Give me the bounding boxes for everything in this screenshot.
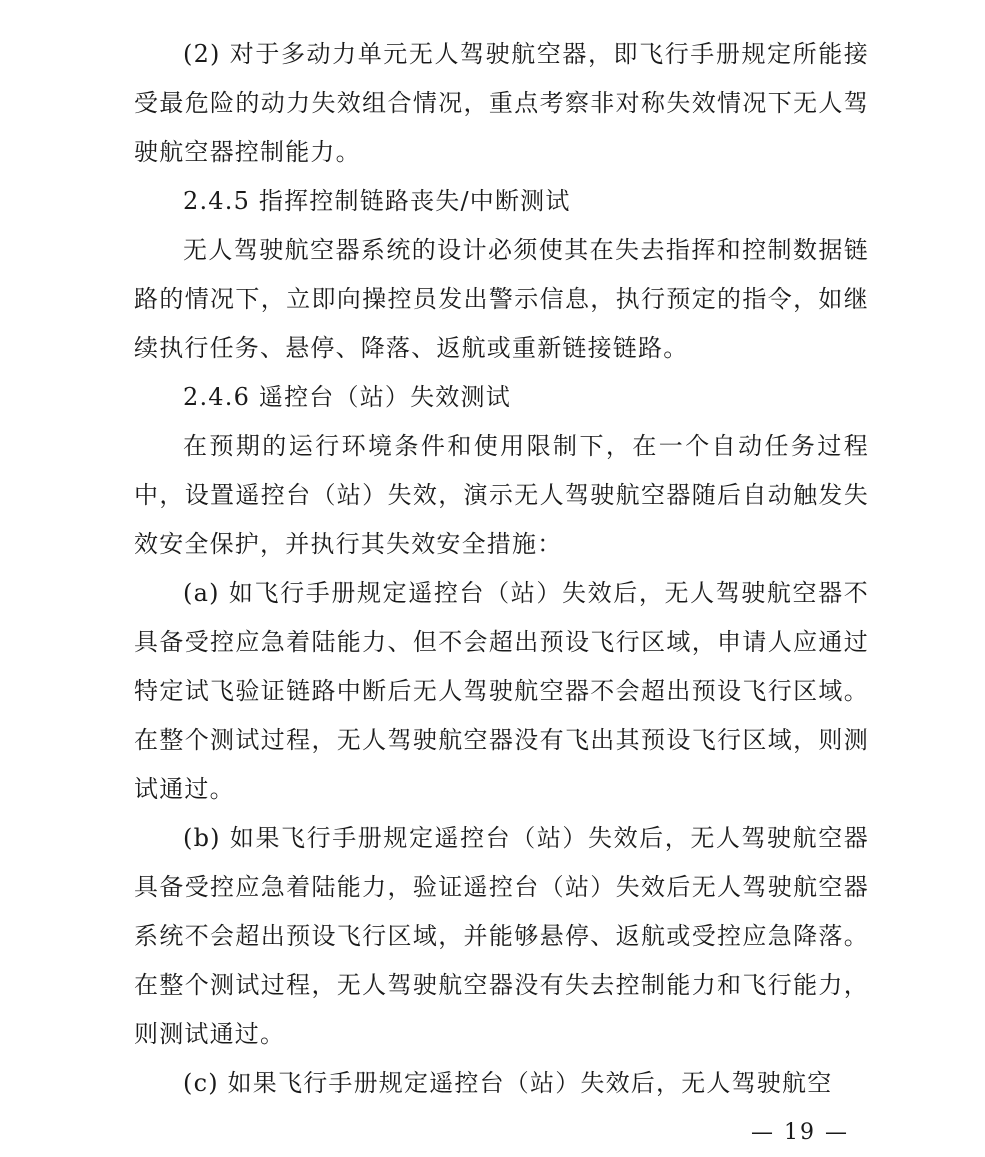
paragraph-link-loss: 无人驾驶航空器系统的设计必须使其在失去指挥和控制数据链路的情况下，立即向操控员发出警示信息，执行预定的指令，如继续执行任务、悬停、降落、返航或重新链接链路。 [134,236,869,362]
section-heading-2-4-6: 2.4.6 遥控台（站）失效测试 [183,383,511,411]
paragraph-multi-power-unit: (2) 对于多动力单元无人驾驶航空器，即飞行手册规定所能接受最危险的动力失效组合情况，重点考察非对称失效情况下无人驾驶航空器控制能力。 [134,40,869,166]
paragraph-station-failure-intro: 在预期的运行环境条件和使用限制下，在一个自动任务过程中，设置遥控台（站）失效，演示无人驾驶航空器随后自动触发失效安全保护，并执行其失效安全措施： [134,432,869,558]
paragraph-item-c: (c) 如果飞行手册规定遥控台（站）失效后，无人驾驶航空 [183,1069,833,1097]
section-heading-2-4-5: 2.4.5 指挥控制链路丧失/中断测试 [183,187,571,215]
paragraph-item-a: (a) 如飞行手册规定遥控台（站）失效后，无人驾驶航空器不具备受控应急着陆能力、但不会超出预设飞行区域，申请人应通过特定试飞验证链路中断后无人驾驶航空器不会超出预设飞行区域。在整个测试过程，无人驾驶航空器没有飞出其预设飞行区域，则测试通过。 [134,579,869,803]
paragraph-item-b: (b) 如果飞行手册规定遥控台（站）失效后，无人驾驶航空器具备受控应急着陆能力，验证遥控台（站）失效后无人驾驶航空器系统不会超出预设飞行区域，并能够悬停、返航或受控应急降落。在整个测试过程，无人驾驶航空器没有失去控制能力和飞行能力，则测试通过。 [134,824,869,1048]
page-number: — 19 — [751,1120,849,1145]
document-body [134,30,869,1108]
